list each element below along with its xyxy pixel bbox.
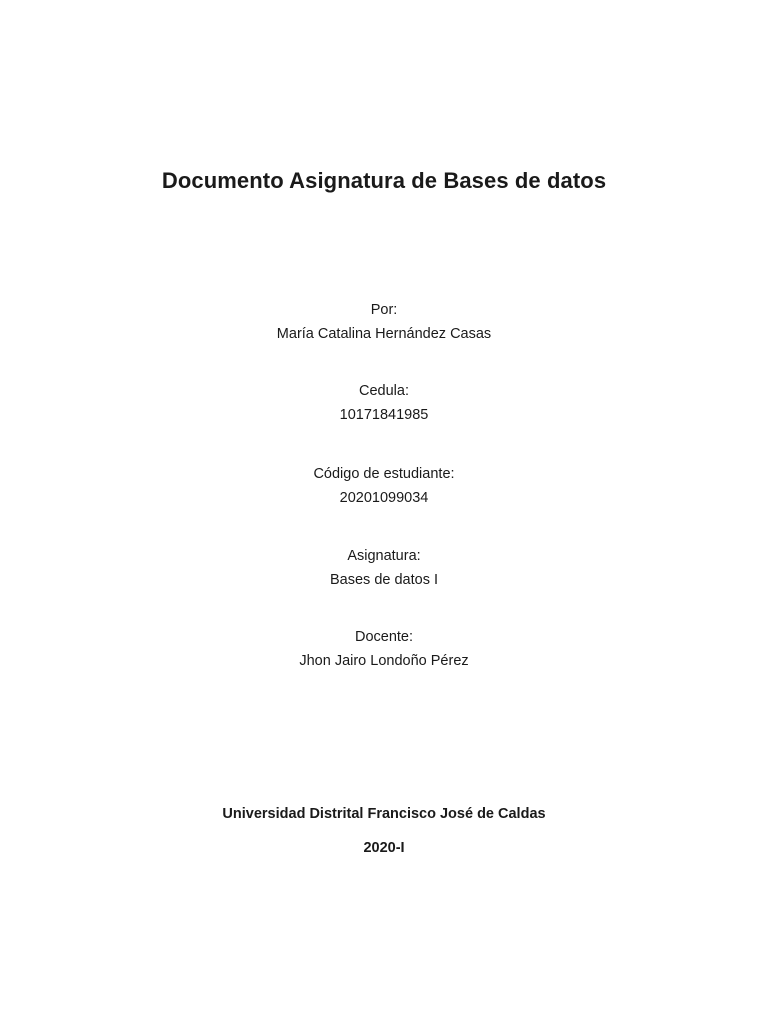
subject-label: Asignatura: (347, 548, 421, 564)
id-block (0, 379, 768, 427)
student-code-block (0, 462, 768, 510)
id-label: Cedula: (359, 383, 409, 399)
subject-block (0, 544, 768, 592)
author-block (0, 298, 768, 346)
teacher-name: Jhon Jairo Londoño Pérez (299, 653, 469, 669)
student-code-label: Código de estudiante: (313, 466, 455, 482)
academic-period: 2020-I (363, 840, 405, 856)
author-name: María Catalina Hernández Casas (276, 326, 492, 342)
student-code-value: 20201099034 (339, 490, 429, 506)
document-title: Documento Asignatura de Bases de datos (161, 168, 607, 193)
teacher-label: Docente: (354, 629, 414, 645)
teacher-block (0, 625, 768, 673)
institution-name: Universidad Distrital Francisco José de Caldas (222, 806, 546, 822)
subject-value: Bases de datos I (329, 572, 438, 588)
id-value: 10171841985 (339, 407, 429, 423)
author-label: Por: (370, 302, 398, 318)
